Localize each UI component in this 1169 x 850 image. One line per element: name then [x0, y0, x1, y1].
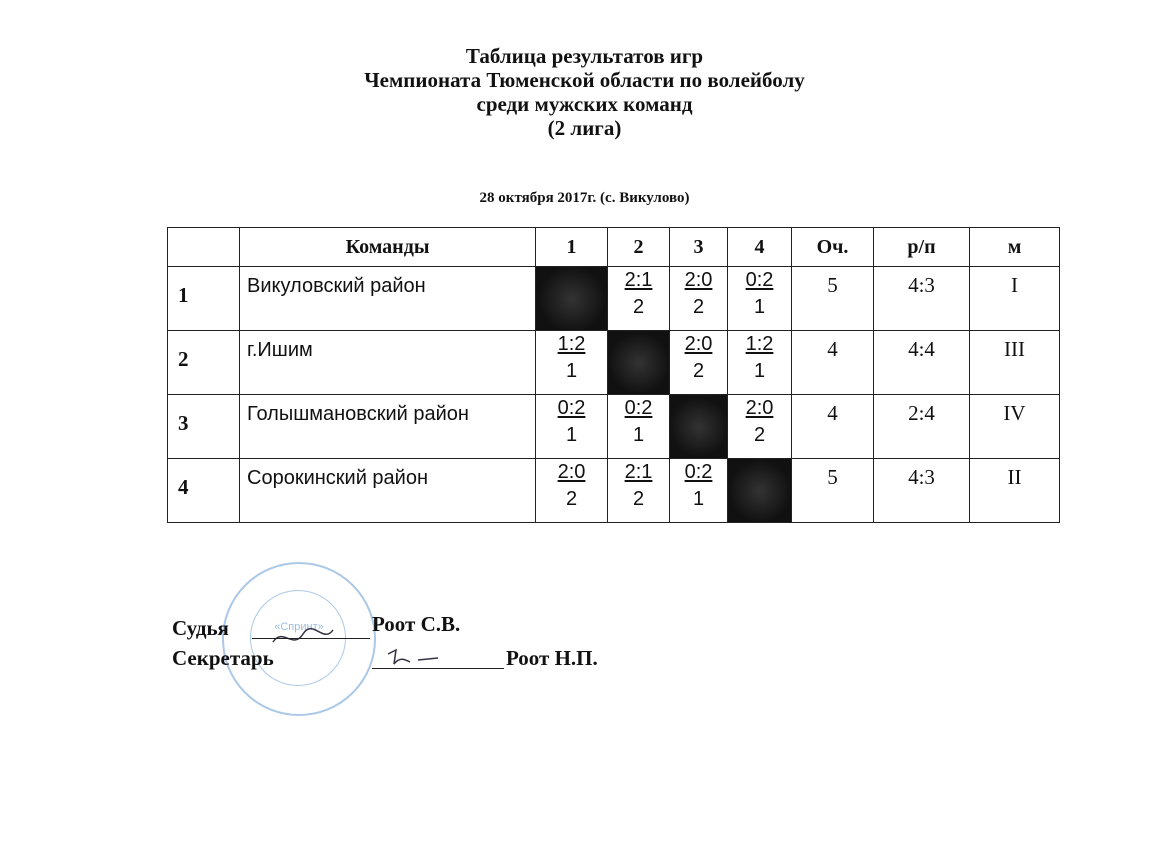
points-cell: 5 [792, 267, 874, 331]
score-cell: 2:1 2 [608, 267, 670, 331]
score-cell: 2:1 2 [608, 459, 670, 523]
place-cell: I [970, 267, 1060, 331]
team-name: Викуловский район [240, 267, 536, 331]
header-col-1: 1 [536, 228, 608, 267]
points-cell: 4 [792, 331, 874, 395]
team-name: г.Ишим [240, 331, 536, 395]
table-row [168, 395, 1060, 459]
score-cell: 2:0 2 [670, 267, 728, 331]
stamp-text: «Спринт» [274, 621, 324, 633]
score-cell: 0:2 1 [536, 395, 608, 459]
points-cell: 5 [792, 459, 874, 523]
table-row [168, 459, 1060, 523]
ratio-cell: 4:3 [874, 459, 970, 523]
ratio-cell: 4:3 [874, 267, 970, 331]
judge-label: Судья [172, 616, 229, 640]
team-name: Голышмановский район [240, 395, 536, 459]
header-col-3: 3 [670, 228, 728, 267]
row-number: 3 [168, 395, 240, 459]
judge-name: Роот С.В. [372, 612, 461, 636]
results-table [167, 227, 1060, 523]
score-cell: 1:2 1 [536, 331, 608, 395]
header-place: м [970, 228, 1060, 267]
row-number: 4 [168, 459, 240, 523]
place-cell: II [970, 459, 1060, 523]
score-cell: 2:0 2 [670, 331, 728, 395]
header-col-2: 2 [608, 228, 670, 267]
table-row [168, 331, 1060, 395]
header-row [168, 228, 1060, 267]
row-number: 2 [168, 331, 240, 395]
score-cell: 0:2 1 [608, 395, 670, 459]
title-line-2: Чемпионата Тюменской области по волейболу [364, 68, 805, 92]
self-cell [670, 395, 728, 459]
header-ratio: р/п [874, 228, 970, 267]
secretary-name: Роот Н.П. [506, 646, 598, 670]
place-cell: IV [970, 395, 1060, 459]
ratio-cell: 4:4 [874, 331, 970, 395]
points-cell: 4 [792, 395, 874, 459]
header-teams: Команды [240, 228, 536, 267]
table-row [168, 267, 1060, 331]
row-number: 1 [168, 267, 240, 331]
secretary-label: Секретарь [172, 646, 274, 670]
self-cell [728, 459, 792, 523]
score-cell: 2:0 2 [536, 459, 608, 523]
self-cell [608, 331, 670, 395]
event-date: 28 октября 2017г. (с. Викулово) [479, 190, 690, 206]
header-points: Оч. [792, 228, 874, 267]
score-cell: 0:2 1 [728, 267, 792, 331]
team-name: Сорокинский район [240, 459, 536, 523]
self-cell [536, 267, 608, 331]
title-line-4: (2 лига) [547, 116, 622, 140]
title-line-1: Таблица результатов игр [465, 44, 704, 68]
score-cell: 0:2 1 [670, 459, 728, 523]
header-col-4: 4 [728, 228, 792, 267]
score-cell: 1:2 1 [728, 331, 792, 395]
judge-signature-line [252, 638, 370, 639]
place-cell: III [970, 331, 1060, 395]
header-num [168, 228, 240, 267]
document-title [0, 44, 1169, 140]
score-cell: 2:0 2 [728, 395, 792, 459]
judge-signature-scribble [268, 622, 338, 652]
ratio-cell: 2:4 [874, 395, 970, 459]
secretary-signature-line [372, 668, 504, 669]
title-line-3: среди мужских команд [476, 92, 693, 116]
